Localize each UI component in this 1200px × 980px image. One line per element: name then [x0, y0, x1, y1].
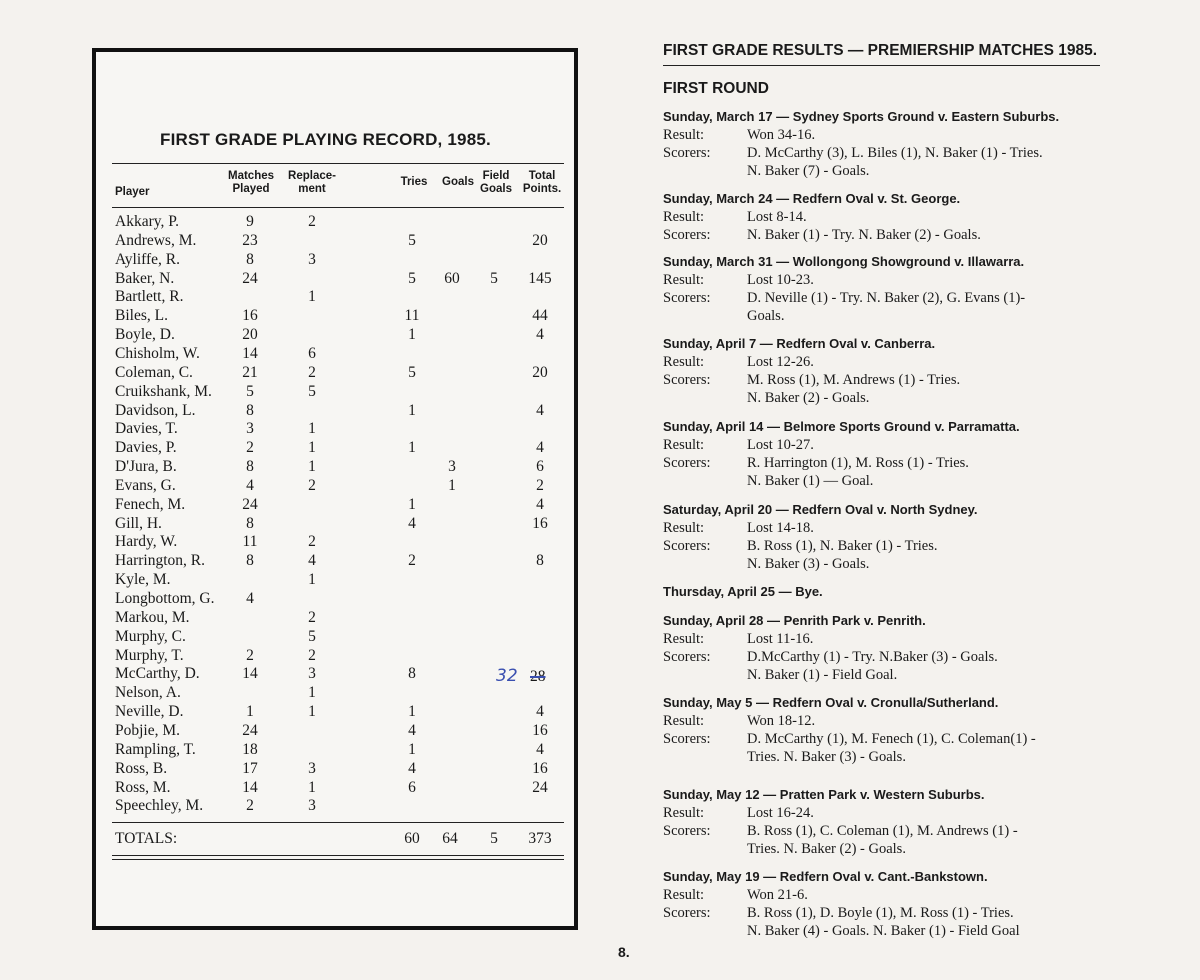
- result-value: Won 21-6.: [747, 887, 808, 903]
- cell-tp: 24: [532, 778, 548, 796]
- cell-mp: 23: [242, 231, 258, 249]
- round-title: FIRST ROUND: [663, 80, 769, 97]
- cell-rp: 2: [308, 213, 316, 230]
- cell-rp: 1: [308, 778, 316, 796]
- cell-tr: 5: [408, 363, 416, 381]
- page-number: 8.: [618, 944, 630, 960]
- cell-name: Baker, N.: [115, 269, 175, 287]
- cell-name: Hardy, W.: [115, 533, 178, 551]
- match-result-line: [663, 519, 1103, 537]
- table-row: [0, 590, 600, 609]
- cell-name: Davies, T.: [115, 420, 178, 438]
- cell-rp: 4: [308, 552, 316, 570]
- result-value: Lost 12-26.: [747, 354, 814, 370]
- cell-tp: 16: [532, 514, 548, 532]
- cell-rp: 1: [308, 288, 316, 306]
- header-replacement: Replace- ment: [288, 170, 336, 195]
- header-top-rule: [112, 163, 564, 164]
- cell-name: Ross, B.: [115, 759, 168, 777]
- match-block: [663, 190, 1103, 244]
- cell-name: Andrews, M.: [115, 231, 197, 249]
- match-result-line: [663, 126, 1103, 144]
- cell-rp: 2: [308, 476, 316, 494]
- cell-mp: 14: [242, 344, 258, 362]
- cell-name: Nelson, A.: [115, 684, 181, 702]
- table-row: [0, 345, 600, 364]
- cell-name: Bartlett, R.: [115, 288, 184, 306]
- cell-name: D'Jura, B.: [115, 458, 177, 476]
- scorers-label: Scorers:: [663, 905, 711, 921]
- result-value: Lost 8-14.: [747, 209, 807, 225]
- cell-tr: 1: [408, 326, 416, 344]
- cell-name: Gill, H.: [115, 514, 162, 532]
- match-result-line: [663, 630, 1103, 648]
- totals-tries: 60: [404, 830, 420, 847]
- scorers-label: Scorers:: [663, 823, 711, 839]
- cell-rp: 3: [308, 250, 316, 268]
- table-row: [0, 496, 600, 515]
- scorers-value: N. Baker (1) — Goal.: [747, 473, 874, 489]
- scorers-value: D. McCarthy (3), L. Biles (1), N. Baker (1) - Tries.: [747, 145, 1043, 161]
- scorers-value: Goals.: [747, 308, 785, 324]
- match-scorers-line: [663, 307, 1103, 325]
- match-heading: Sunday, March 17 — Sydney Sports Ground v. Eastern Suburbs.: [663, 109, 1060, 124]
- cell-rp: 2: [308, 608, 316, 626]
- cell-name: Evans, G.: [115, 476, 176, 494]
- scorers-value: M. Ross (1), M. Andrews (1) - Tries.: [747, 372, 961, 388]
- totals-goals: 64: [442, 830, 458, 847]
- cell-mp: 2: [246, 646, 254, 664]
- table-row: [0, 533, 600, 552]
- cell-rp: 5: [308, 627, 316, 645]
- cell-rp: 5: [308, 382, 316, 400]
- match-scorers-line: [663, 748, 1103, 766]
- cell-tp: 20: [532, 363, 548, 381]
- match-scorers-line: [663, 454, 1103, 472]
- cell-go: 60: [444, 269, 460, 287]
- match-block: [663, 786, 1103, 858]
- cell-mp: 18: [242, 740, 258, 758]
- table-row: [0, 628, 600, 647]
- header-goals: Goals: [442, 176, 474, 188]
- table-row: [0, 741, 600, 760]
- match-scorers-line: [663, 537, 1103, 555]
- scorers-value: D.McCarthy (1) - Try. N.Baker (3) - Goals.: [747, 649, 998, 665]
- scorers-value: N. Baker (3) - Goals.: [747, 556, 870, 572]
- table-row: [0, 515, 600, 534]
- cell-name: Murphy, C.: [115, 627, 186, 645]
- handwritten-correction: 32: [496, 666, 518, 686]
- cell-name: Biles, L.: [115, 307, 168, 325]
- cell-tr: 4: [408, 514, 416, 532]
- cell-rp: 3: [308, 759, 316, 777]
- table-row: [0, 458, 600, 477]
- results-title-rule: [663, 65, 1100, 66]
- table-row: [0, 760, 600, 779]
- scorers-label: Scorers:: [663, 372, 711, 388]
- cell-mp: 17: [242, 759, 258, 777]
- cell-tp: 16: [532, 759, 548, 777]
- cell-tp: 4: [536, 401, 544, 419]
- match-scorers-line: [663, 144, 1103, 162]
- cell-name: Boyle, D.: [115, 326, 175, 344]
- match-scorers-line: [663, 822, 1103, 840]
- table-row: [0, 232, 600, 251]
- cell-rp: 3: [308, 665, 316, 683]
- scorers-value: Tries. N. Baker (3) - Goals.: [747, 749, 906, 765]
- table-row: [0, 684, 600, 703]
- table-row: [0, 647, 600, 666]
- match-heading: Saturday, April 20 — Redfern Oval v. North Sydney.: [663, 502, 978, 517]
- cell-name: Markou, M.: [115, 608, 190, 626]
- match-block: [663, 335, 1103, 407]
- match-scorers-line: [663, 371, 1103, 389]
- match-heading: Sunday, May 19 — Redfern Oval v. Cant.-Bankstown.: [663, 869, 988, 884]
- cell-mp: 24: [242, 721, 258, 739]
- match-result-line: [663, 353, 1103, 371]
- cell-tp: 4: [536, 326, 544, 344]
- result-value: Lost 11-16.: [747, 631, 814, 647]
- cell-mp: 8: [246, 250, 254, 268]
- scorers-value: B. Ross (1), N. Baker (1) - Tries.: [747, 538, 938, 554]
- match-scorers-line: [663, 730, 1103, 748]
- cell-mp: 24: [242, 269, 258, 287]
- cell-fg: 5: [490, 269, 498, 287]
- cell-mp: 4: [246, 590, 254, 607]
- cell-go: 3: [448, 458, 456, 476]
- result-label: Result:: [663, 437, 705, 453]
- cell-rp: 1: [308, 703, 316, 721]
- match-result-line: [663, 436, 1103, 454]
- cell-rp: 1: [308, 420, 316, 438]
- match-block: [663, 868, 1103, 940]
- cell-name: Akkary, P.: [115, 213, 180, 230]
- cell-name: Murphy, T.: [115, 646, 184, 664]
- cell-tr: 5: [408, 231, 416, 249]
- totals-top-rule: [112, 822, 564, 823]
- scorers-value: B. Ross (1), C. Coleman (1), M. Andrews (1) -: [747, 823, 1018, 839]
- totals-points: 373: [528, 830, 552, 847]
- match-heading: Sunday, March 31 — Wollongong Showground v. Illawarra.: [663, 254, 1025, 269]
- result-value: Lost 16-24.: [747, 805, 814, 821]
- cell-mp: 8: [246, 514, 254, 532]
- cell-name: Coleman, C.: [115, 363, 193, 381]
- table-row: [0, 213, 600, 232]
- results-title: FIRST GRADE RESULTS — PREMIERSHIP MATCHES 1985.: [663, 42, 1098, 59]
- cell-tp: 4: [536, 740, 544, 758]
- cell-rp: 2: [308, 646, 316, 664]
- table-row: [0, 307, 600, 326]
- cell-mp: 14: [242, 665, 258, 683]
- match-block: [663, 583, 1103, 601]
- match-scorers-line: [663, 389, 1103, 407]
- cell-name: Ayliffe, R.: [115, 250, 181, 268]
- match-result-line: [663, 712, 1103, 730]
- result-value: Lost 14-18.: [747, 520, 814, 536]
- cell-mp: 5: [246, 382, 254, 400]
- header-tries: Tries: [400, 176, 428, 188]
- table-row: [0, 609, 600, 628]
- cell-name: Harrington, R.: [115, 552, 205, 570]
- scorers-value: N. Baker (1) - Try. N. Baker (2) - Goals.: [747, 227, 981, 243]
- cell-tr: 1: [408, 401, 416, 419]
- cell-mp: 2: [246, 797, 254, 815]
- totals-label: TOTALS:: [115, 830, 178, 847]
- match-result-line: [663, 804, 1103, 822]
- cell-rp: 2: [308, 363, 316, 381]
- match-heading: Sunday, May 5 — Redfern Oval v. Cronulla/Sutherland.: [663, 695, 999, 710]
- scorers-value: D. Neville (1) - Try. N. Baker (2), G. Evans (1)-: [747, 290, 1026, 306]
- result-label: Result:: [663, 354, 705, 370]
- match-scorers-line: [663, 922, 1103, 940]
- scorers-label: Scorers:: [663, 145, 711, 161]
- cell-name: Cruikshank, M.: [115, 382, 212, 400]
- match-scorers-line: [663, 904, 1103, 922]
- cell-rp: 3: [308, 797, 316, 815]
- match-scorers-line: [663, 162, 1103, 180]
- scorers-label: Scorers:: [663, 731, 711, 747]
- match-heading: Sunday, April 14 — Belmore Sports Ground v. Parramatta.: [663, 419, 1020, 434]
- cell-tr: 4: [408, 721, 416, 739]
- cell-mp: 8: [246, 401, 254, 419]
- cell-name: Ross, M.: [115, 778, 171, 796]
- cell-tp: 16: [532, 721, 548, 739]
- cell-name: Fenech, M.: [115, 495, 186, 513]
- cell-name: Chisholm, W.: [115, 344, 200, 362]
- totals-field-goals: 5: [490, 830, 498, 847]
- match-heading: Sunday, March 24 — Redfern Oval v. St. George.: [663, 191, 961, 206]
- table-row: [0, 477, 600, 496]
- match-heading: Thursday, April 25 — Bye.: [663, 584, 823, 599]
- cell-rp: 1: [308, 571, 316, 589]
- scorers-label: Scorers:: [663, 538, 711, 554]
- table-row: [0, 552, 600, 571]
- table-row: [0, 797, 600, 816]
- match-result-line: [663, 208, 1103, 226]
- cell-mp: 4: [246, 476, 254, 494]
- header-field-goals: Field Goals: [480, 170, 512, 195]
- result-label: Result:: [663, 209, 705, 225]
- cell-rp: 1: [308, 439, 316, 457]
- result-value: Won 18-12.: [747, 713, 816, 729]
- scorers-value: D. McCarthy (1), M. Fenech (1), C. Coleman(1) -: [747, 731, 1036, 747]
- cell-tr: 4: [408, 759, 416, 777]
- cell-mp: 20: [242, 326, 258, 344]
- result-label: Result:: [663, 127, 705, 143]
- match-scorers-line: [663, 555, 1103, 573]
- cell-mp: 14: [242, 778, 258, 796]
- scorers-label: Scorers:: [663, 227, 711, 243]
- table-row: [0, 326, 600, 345]
- match-scorers-line: [663, 840, 1103, 858]
- table-row: [0, 571, 600, 590]
- scorers-value: N. Baker (4) - Goals. N. Baker (1) - Field Goal: [747, 923, 1020, 939]
- match-heading: Sunday, May 12 — Pratten Park v. Western Suburbs.: [663, 787, 985, 802]
- cell-name: Rampling, T.: [115, 740, 196, 758]
- result-value: Lost 10-23.: [747, 272, 814, 288]
- match-block: [663, 253, 1103, 325]
- scorers-label: Scorers:: [663, 290, 711, 306]
- cell-name: Pobjie, M.: [115, 721, 181, 739]
- cell-mp: 1: [246, 703, 254, 721]
- result-label: Result:: [663, 887, 705, 903]
- scorers-value: N. Baker (1) - Field Goal.: [747, 667, 898, 683]
- result-label: Result:: [663, 272, 705, 288]
- cell-tp: 44: [532, 307, 548, 325]
- match-scorers-line: [663, 648, 1103, 666]
- cell-rp: 2: [308, 533, 316, 551]
- scorers-value: R. Harrington (1), M. Ross (1) - Tries.: [747, 455, 969, 471]
- cell-mp: 8: [246, 552, 254, 570]
- cell-name: Kyle, M.: [115, 571, 171, 589]
- cell-tr: 1: [408, 740, 416, 758]
- cell-mp: 3: [246, 420, 254, 438]
- cell-tr: 1: [408, 703, 416, 721]
- header-total-points: Total Points.: [522, 170, 562, 195]
- cell-tp: 6: [536, 458, 544, 476]
- playing-record-title: FIRST GRADE PLAYING RECORD, 1985.: [160, 130, 491, 149]
- match-block: [663, 108, 1103, 180]
- cell-tr: 5: [408, 269, 416, 287]
- cell-mp: 21: [242, 363, 258, 381]
- table-row: [0, 251, 600, 270]
- cell-tp: 8: [536, 552, 544, 570]
- table-row: [0, 703, 600, 722]
- cell-mp: 24: [242, 495, 258, 513]
- match-scorers-line: [663, 472, 1103, 490]
- match-block: [663, 418, 1103, 490]
- match-heading: Sunday, April 28 — Penrith Park v. Penrith.: [663, 613, 926, 628]
- table-row: [0, 722, 600, 741]
- table-row: [0, 439, 600, 458]
- match-block: [663, 612, 1103, 684]
- cell-tp: 20: [532, 231, 548, 249]
- result-value: Won 34-16.: [747, 127, 816, 143]
- header-matches-played: Matches Played: [228, 170, 275, 195]
- cell-tp: 4: [536, 439, 544, 457]
- match-heading: Sunday, April 7 — Redfern Oval v. Canberra.: [663, 336, 936, 351]
- match-block: [663, 501, 1103, 573]
- header-player: Player: [115, 186, 150, 198]
- cell-name: Davidson, L.: [115, 401, 196, 419]
- result-label: Result:: [663, 713, 705, 729]
- table-row: [0, 402, 600, 421]
- cell-rp: 6: [308, 344, 316, 362]
- cell-tr: 11: [404, 307, 420, 325]
- cell-name: Davies, P.: [115, 439, 177, 457]
- cell-name: McCarthy, D.: [115, 665, 200, 683]
- header-bottom-rule: [112, 207, 564, 208]
- cell-go: 1: [448, 476, 456, 494]
- totals-double-rule-1: [112, 855, 564, 856]
- scorers-value: N. Baker (2) - Goals.: [747, 390, 870, 406]
- result-label: Result:: [663, 520, 705, 536]
- cell-tr: 1: [408, 439, 416, 457]
- cell-tr: 1: [408, 495, 416, 513]
- match-scorers-line: [663, 289, 1103, 307]
- result-value: Lost 10-27.: [747, 437, 814, 453]
- totals-double-rule-2: [112, 859, 564, 860]
- scorers-value: N. Baker (7) - Goals.: [747, 163, 870, 179]
- struck-points: 28: [530, 668, 546, 685]
- table-row: [0, 270, 600, 289]
- cell-tp: 2: [536, 476, 544, 494]
- table-row: [0, 779, 600, 798]
- result-label: Result:: [663, 805, 705, 821]
- cell-mp: 9: [246, 213, 254, 230]
- scorers-label: Scorers:: [663, 649, 711, 665]
- scorers-label: Scorers:: [663, 455, 711, 471]
- cell-mp: 8: [246, 458, 254, 476]
- table-row: [0, 420, 600, 439]
- cell-mp: 2: [246, 439, 254, 457]
- cell-tr: 2: [408, 552, 416, 570]
- table-row: [0, 364, 600, 383]
- totals-row: [0, 830, 600, 850]
- cell-tp: 4: [536, 495, 544, 513]
- table-row: [0, 288, 600, 307]
- result-label: Result:: [663, 631, 705, 647]
- scorers-value: Tries. N. Baker (2) - Goals.: [747, 841, 906, 857]
- match-result-line: [663, 886, 1103, 904]
- cell-name: Speechley, M.: [115, 797, 204, 815]
- scorers-value: B. Ross (1), D. Boyle (1), M. Ross (1) - Tries.: [747, 905, 1014, 921]
- cell-mp: 11: [242, 533, 258, 551]
- match-scorers-line: [663, 666, 1103, 684]
- match-result-line: [663, 271, 1103, 289]
- cell-name: Longbottom, G.: [115, 590, 215, 607]
- cell-tr: 8: [408, 665, 416, 683]
- cell-name: Neville, D.: [115, 703, 184, 721]
- table-row: [0, 383, 600, 402]
- match-block: [663, 694, 1103, 766]
- cell-rp: 1: [308, 684, 316, 702]
- cell-tp: 4: [536, 703, 544, 721]
- cell-tp: 145: [528, 269, 552, 287]
- cell-rp: 1: [308, 458, 316, 476]
- match-scorers-line: [663, 226, 1103, 244]
- cell-tr: 6: [408, 778, 416, 796]
- cell-mp: 16: [242, 307, 258, 325]
